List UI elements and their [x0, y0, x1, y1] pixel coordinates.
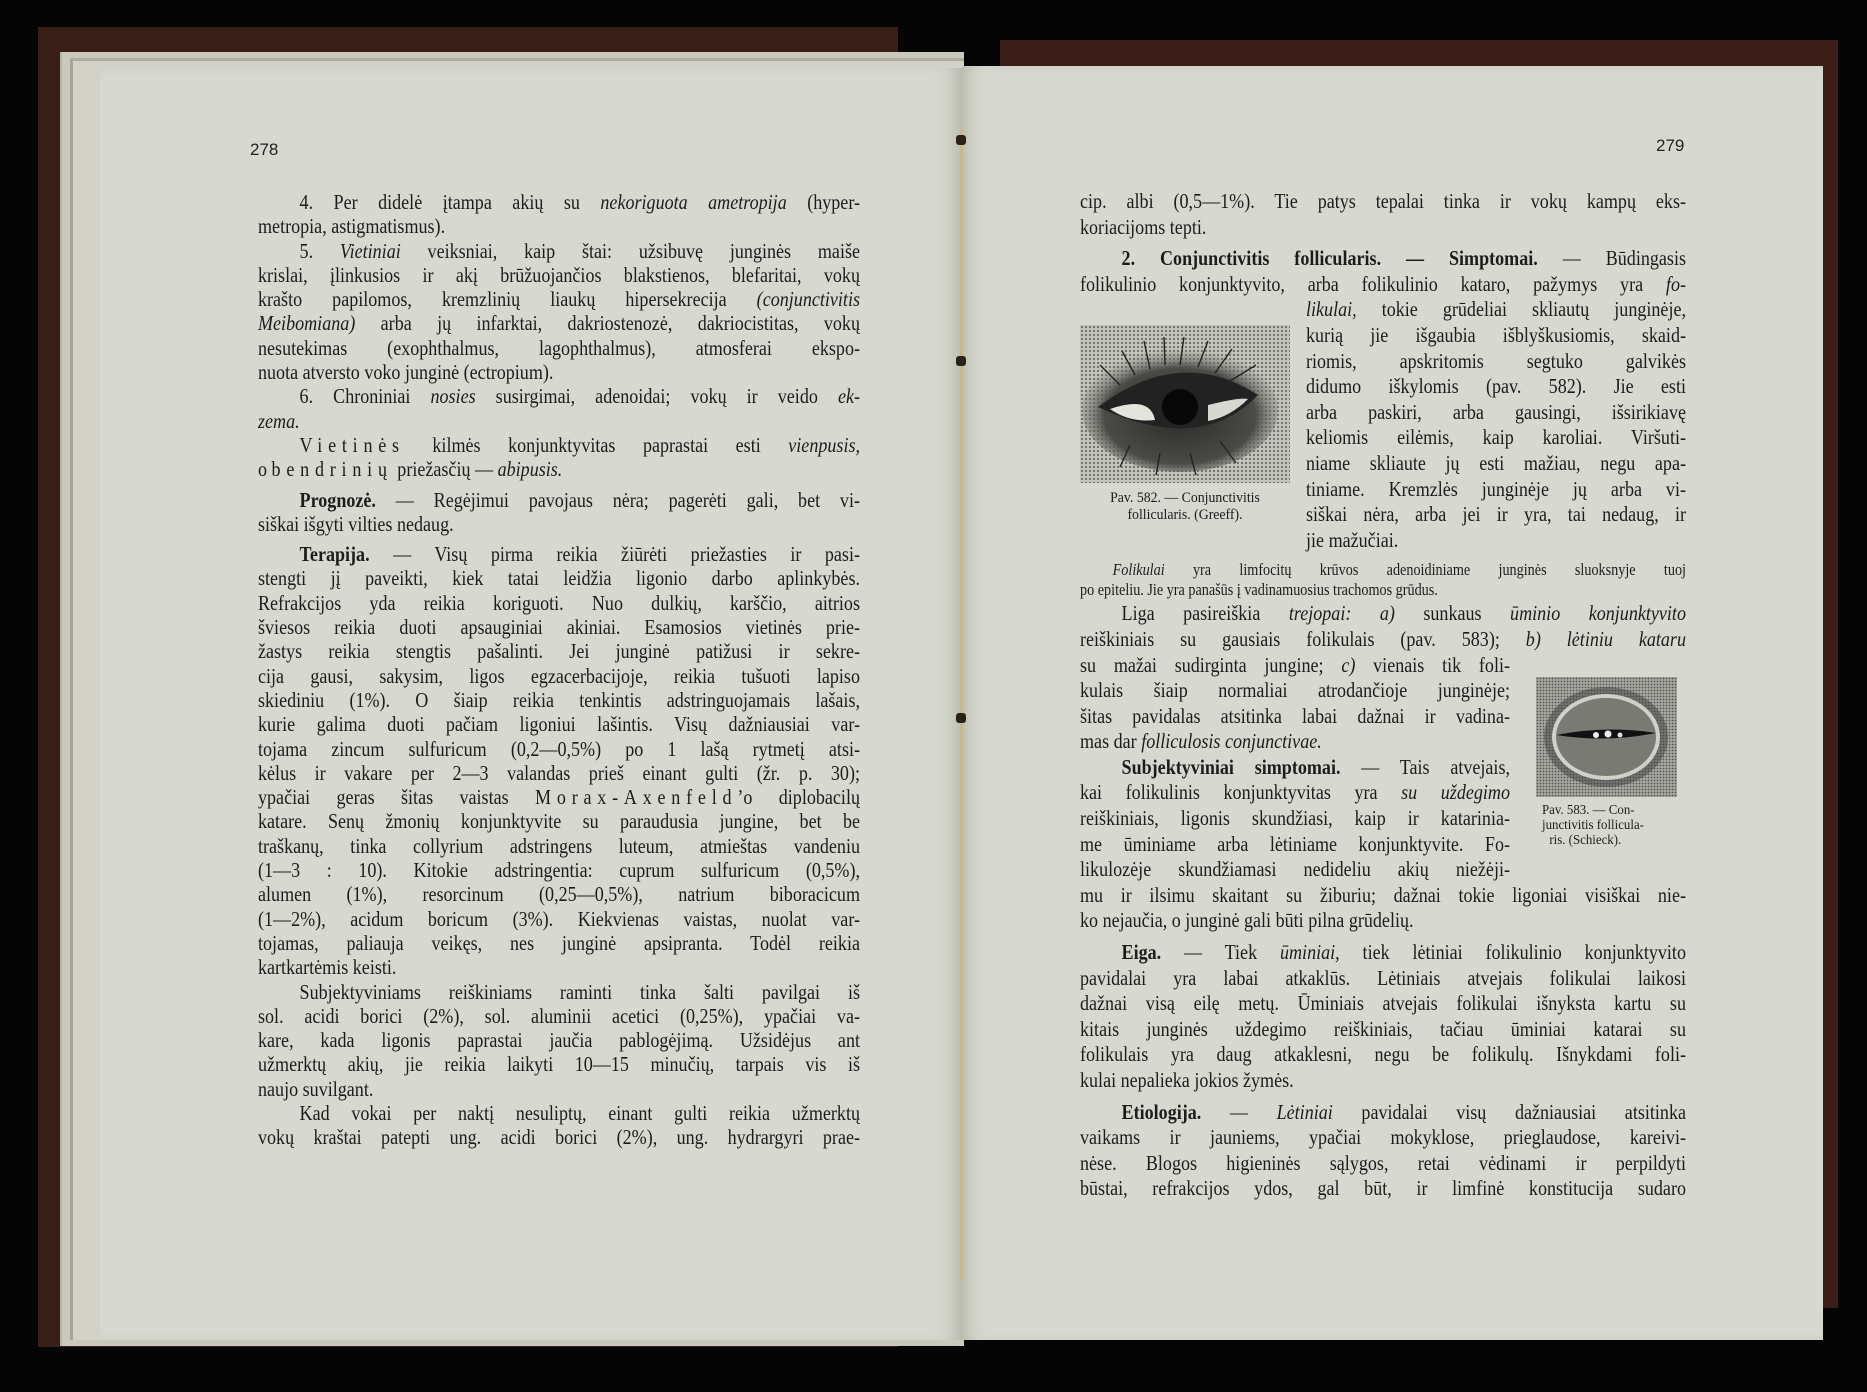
italic-term: Folikulai [1112, 560, 1165, 580]
text-line [258, 384, 860, 409]
text-run: vienais tik foli- [1355, 652, 1510, 677]
text-line [258, 1028, 860, 1053]
paragraph [258, 190, 860, 239]
text-run: me ūminiame arba lėtiniame konjunktyvite. Fo- [1080, 831, 1510, 856]
text-line [1080, 729, 1510, 754]
spaced-term: Morax-Axenfeld [535, 785, 738, 810]
text-run: žastys reikia stengtis pašalinti. Jei junginė patižusi ir sekre- [258, 639, 860, 664]
text-run: po epiteliu. Jie yra panašūs į vadinamuosius trachomos grūdus. [1080, 580, 1438, 600]
text-line [258, 262, 860, 287]
text-line [1080, 1042, 1686, 1067]
figure-583-row [1080, 653, 1686, 883]
text-run: 5. [299, 238, 340, 263]
italic-term: c) [1341, 652, 1356, 677]
text-line [258, 906, 860, 931]
text-run: 4. Per didelė įtampa akių su [299, 190, 601, 214]
text-run: priežasčių — [392, 457, 498, 482]
text-line [258, 930, 860, 955]
text-line [1306, 322, 1686, 347]
text-run: tiniame. Kremzlės junginėje jų arba vi- [1306, 476, 1686, 501]
italic-term: su uždegimo [1401, 780, 1510, 805]
section-heading: Terapija. [299, 542, 370, 567]
text-line [1306, 425, 1686, 450]
figure-582 [1080, 297, 1290, 553]
text-run: niame skliaute jų esti mažiau, negu apa- [1306, 450, 1686, 475]
text-line [1080, 1125, 1686, 1150]
text-run: tojamas, paliauja veikęs, nes junginė apsipranta. Todėl reikia [258, 930, 860, 955]
text-run: keliomis eilėmis, kaip karoliai. Viršuti- [1306, 425, 1686, 450]
italic-term: nekoriguota ametropija [600, 190, 787, 214]
text-run: arba paskiri, arba gausingi, išsirikiavę [1306, 399, 1686, 424]
text-line [258, 311, 860, 336]
text-run: cip. albi (0,5—1%). Tie patys tepalai tinka ir vokų kampų eks- [1080, 189, 1686, 213]
text-run: veiksniai, kaip štai: užsibuvę junginės maiše [400, 238, 861, 263]
text-run: 6. Chroniniai [299, 384, 431, 409]
text-run: krašto papilomos, kremzlinių liaukų hipersekrecija [258, 287, 757, 312]
text-line [1080, 214, 1686, 239]
text-run: kitais junginės uždegimo reiškiniais, tačiau ūminiai katarai su [1080, 1016, 1686, 1041]
text-line [258, 1052, 860, 1077]
text-run: kulais šiaip normaliai atrodančioje junginėje; [1080, 678, 1510, 703]
text-run: alumen (1%), resorcinum (0,25—0,5%), natrium biboracicum [258, 882, 860, 907]
figure-582-caption [1088, 490, 1281, 524]
text-run: Refrakcijos yda reikia koriguoti. Nuo dulkių, karščio, aitrios [258, 590, 860, 615]
italic-term: b) lėtiniu kataru [1525, 626, 1687, 651]
text-line [258, 487, 860, 512]
binding-stitch [956, 713, 966, 723]
text-line [1306, 399, 1686, 424]
text-line [258, 590, 860, 615]
italic-term: fo- [1665, 271, 1686, 296]
text-run: metropia, astigmatismus). [258, 214, 446, 239]
caption-line: ris. (Schieck). [1549, 833, 1622, 849]
text-run: arba jų infarktai, dakriostenozė, dakriocistitas, vokų [355, 311, 860, 336]
italic-term: Meibomiana) [258, 311, 356, 336]
text-run: — Visų pirma reikia žiūrėti priežasties ir pasi- [369, 542, 860, 567]
text-line [1080, 601, 1686, 626]
text-line [258, 687, 860, 712]
text-line [1306, 527, 1686, 552]
text-run: tokie grūdeliai skliautų junginėje, [1356, 297, 1686, 322]
figure-583 [1536, 653, 1686, 883]
caption-line: junctivitis follicula- [1542, 818, 1644, 834]
text-line [1306, 476, 1686, 501]
text-run: siškai išgyti vilties nedaug. [258, 511, 454, 536]
text-line [258, 615, 860, 640]
page-number-right: 279 [1656, 136, 1685, 155]
paragraph [1080, 755, 1510, 883]
text-line [258, 1125, 860, 1150]
small-print-note [1080, 557, 1686, 600]
text-line [1306, 348, 1686, 373]
text-run: ko nejaučia, o junginė gali būti pilna grūdelių. [1080, 908, 1414, 933]
text-run: kėlus ir vakare per 2—3 valandas prieš einant gulti (žr. p. 30); [258, 760, 860, 785]
paragraph [1080, 557, 1686, 600]
paragraph [1080, 940, 1686, 1094]
right-top-text [1080, 189, 1686, 297]
text-run: šitas pavidalas atsitinka labai dažnai ir vadina- [1080, 703, 1510, 728]
text-run: tojama zincum sulfuricum (0,2—0,5%) po 1 lašą rytmetį atsi- [258, 736, 860, 761]
text-line [1080, 806, 1510, 831]
italic-term: zema. [258, 408, 300, 433]
paragraph [1080, 1100, 1686, 1202]
text-run: Subjektyviniams reiškiniams raminti tinka šalti pavilgai iš [299, 979, 861, 1004]
eye-illustration-583 [1536, 677, 1677, 797]
text-line [258, 1100, 861, 1125]
paragraph [1080, 883, 1686, 934]
italic-term: ūminiai, [1279, 940, 1340, 965]
text-line [1306, 450, 1686, 475]
text-run: kurią jie išgaubia išblyškusiomis, skaid- [1306, 322, 1686, 347]
italic-term: vienpusis, [788, 432, 860, 457]
text-line [258, 639, 860, 664]
text-run: stengti jį paveikti, kiek tatai leidžia ligonio darbo aplinkybės. [258, 566, 860, 591]
text-run: šviesos reikia duoti apsauginiai akiniai. Esamosios vietinės prie- [258, 615, 860, 640]
text-line [1080, 882, 1686, 907]
text-line [1080, 857, 1510, 882]
paragraph [258, 1101, 860, 1150]
section-heading: Subjektyviniai simptomai. [1121, 754, 1341, 779]
text-run: reiškiniais, ligonis skundžiasi, kaip ir katarinia- [1080, 806, 1510, 831]
text-run: (hyper- [786, 190, 860, 214]
text-line [258, 955, 860, 980]
italic-term: (conjunctivitis [756, 287, 860, 312]
text-line [1080, 1150, 1686, 1175]
text-line [1306, 374, 1686, 399]
text-line [258, 833, 860, 858]
text-run: Liga pasireiškia [1121, 601, 1289, 626]
text-run: sol. acidi borici (2%), sol. aluminii acetici (0,25%), ypačiai va- [258, 1003, 860, 1028]
text-line [1080, 271, 1686, 296]
italic-term: trejopai: a) [1288, 601, 1395, 626]
text-line [1080, 577, 1686, 600]
paragraph [1306, 297, 1686, 553]
text-run: (1—2%), acidum boricum (3%). Kiekvienas vaistas, nuolat var- [258, 906, 860, 931]
text-run: ’o diplobacilų [737, 785, 860, 810]
text-line [258, 360, 860, 385]
text-line [258, 1076, 860, 1101]
section-heading: Eiga. [1121, 940, 1162, 965]
text-line [258, 566, 860, 591]
text-run: reiškiniais su gausiais folikulais (pav. 583); [1080, 626, 1526, 651]
text-line [258, 542, 860, 567]
text-line [1080, 831, 1510, 856]
italic-term: folliculosis conjunctivae. [1141, 729, 1322, 754]
text-run: kai folikulinis konjunktyvitas yra [1080, 780, 1402, 805]
text-run: tiek lėtiniai folikulinio konjunktyvito [1339, 940, 1686, 965]
text-run: yra limfocitų krūvos adenoidiniame junginės sluoksnyje tuoj [1164, 560, 1686, 580]
paragraph [1080, 246, 1686, 297]
text-run: pavidalai visų dažniausiai atsitinka [1332, 1099, 1687, 1124]
text-line [258, 190, 860, 214]
text-run: kartkartėmis keisti. [258, 955, 397, 980]
paragraph [258, 980, 860, 1101]
text-run: nesutekimas (exophthalmus, lagophthalmus), atmosferai ekspo- [258, 335, 860, 360]
text-run: didumo iškylomis (pav. 582). Jie esti [1306, 374, 1686, 399]
text-run: nėse. Blogos higieninės sąlygos, retai vėdinami ir perpildyti [1080, 1150, 1686, 1175]
text-run: užmerktų akių, jie reikia laikyti 10—15 minučių, tarpais vis iš [258, 1052, 860, 1077]
text-line [1080, 678, 1510, 703]
italic-term: nosies [430, 384, 476, 409]
text-run: cija gausi, sakysim, ligos egzacerbacijoje, reikia tušuoti lapiso [258, 663, 860, 688]
text-run: vaikams ir jauniems, ypačiai mokyklose, prieglaudose, kareivi- [1080, 1125, 1686, 1150]
text-line [1080, 754, 1510, 779]
text-line [258, 882, 860, 907]
text-run: siškai nėra, arba jei ir yra, tai nedaug, ir [1306, 502, 1686, 527]
text-line [258, 432, 860, 457]
text-line [1080, 1016, 1686, 1041]
spaced-term: bendrinių [271, 457, 393, 482]
text-run: pavidalai yra labai atkaklūs. Lėtiniais atvejais folikulai laikosi [1080, 965, 1686, 990]
paragraph [258, 384, 860, 433]
text-run: kare, kada ligonis paprastai jaučia pablogėjimą. Užsidėjus ant [258, 1028, 860, 1053]
text-line [258, 238, 861, 263]
text-line [258, 214, 860, 239]
text-line [258, 511, 860, 536]
caption-line: Pav. 582. — Conjunctivitis [1110, 489, 1260, 506]
text-line [1080, 246, 1686, 271]
text-beside-figure-582 [1306, 297, 1686, 553]
italic-term: likulai, [1306, 297, 1357, 322]
text-run: — Tiek [1161, 940, 1280, 965]
text-line [258, 785, 860, 810]
text-run: (1—3 : 10). Kitokie adstringentia: cuprum sulfuricum (0,5%), [258, 858, 860, 883]
text-line [258, 979, 861, 1004]
text-run: kurie galima duoti pačiam ligoniui lašintis. Visų dažniausiai var- [258, 712, 860, 737]
text-run: jie mažučiai. [1306, 527, 1399, 552]
text-run: ypačiai geras šitas vaistas [258, 785, 536, 810]
text-run: likulozėje skundžiamasi nedideliu akių niežėji- [1080, 857, 1510, 882]
text-line [258, 736, 860, 761]
paragraph [258, 488, 860, 537]
text-run: folikulais yra daug atkaklesni, negu be folikulų. Išnykdami foli- [1080, 1042, 1686, 1067]
italic-term: ek- [837, 384, 860, 409]
paragraph [258, 433, 860, 482]
caption-line: follicularis. (Greeff). [1127, 506, 1243, 523]
text-line [1080, 780, 1510, 805]
text-run: skiediniu (1%). O šiaip reikia tenkintis adstringuojamais lašais, [258, 687, 860, 712]
text-line [258, 858, 860, 883]
text-line [258, 1003, 860, 1028]
binding-stitch [956, 135, 966, 145]
section-heading: 2. Conjunctivitis follicularis. — Simptomai. [1121, 246, 1538, 271]
text-line [1080, 991, 1686, 1016]
text-run: susirgimai, adenoidai; vokų ir veido [475, 384, 838, 409]
binding-stitch [956, 356, 966, 366]
binding-thread [960, 130, 963, 1280]
text-run: — Būdingasis [1537, 246, 1686, 271]
section-heading: Prognozė. [299, 487, 376, 512]
italic-term: ūminio konjunktyvito [1510, 601, 1686, 626]
italic-term: Lėtiniai [1276, 1099, 1333, 1124]
right-middle-text [1080, 601, 1686, 652]
text-run: kulai nepalieka jokios žymės. [1080, 1068, 1294, 1092]
text-run: riomis, apskritomis segtuko galvikės [1306, 348, 1686, 373]
text-line [1080, 908, 1686, 933]
text-run: mas dar [1080, 729, 1142, 754]
figure-583-caption [1542, 803, 1680, 848]
text-line [258, 809, 860, 834]
paragraph [1080, 601, 1686, 652]
text-run: su mažai sudirginta jungine; [1080, 652, 1342, 677]
text-run: būstai, refrakcijos ydos, gal būt, ir limfinė konstitucija sudaro [1080, 1176, 1686, 1201]
right-page-text [1080, 189, 1686, 1202]
eye-illustration-582 [1080, 325, 1290, 483]
text-line [258, 287, 860, 312]
figure-582-row [1080, 297, 1686, 553]
text-run: vokų kraštai patepti ung. acidi borici (2%), ung. hydrargyri prae- [258, 1125, 860, 1150]
text-run: — Regėjimui pavojaus nėra; pagerėti gali, bet vi- [375, 487, 860, 512]
paragraph [258, 542, 860, 979]
text-line [1080, 940, 1686, 965]
italic-term: Vietiniai [339, 238, 401, 263]
text-run: naujo suvilgant. [258, 1076, 374, 1101]
text-beside-figure-583 [1080, 653, 1510, 883]
paragraph [1080, 653, 1510, 755]
text-run: krislai, įlinkusios ir akį brūžuojančios blakstienos, blefaritai, vokų [258, 262, 860, 287]
text-line [1306, 502, 1686, 527]
text-run: Kad vokai per naktį nesuliptų, einant gulti reikia užmerktų [299, 1100, 861, 1125]
text-line [1306, 297, 1686, 322]
text-run: kilmės konjunktyvitas paprastai esti [404, 432, 789, 457]
caption-line: Pav. 583. — Con- [1542, 803, 1635, 819]
text-line [1080, 1176, 1686, 1201]
text-line [1080, 1099, 1687, 1124]
text-run: — [1201, 1099, 1277, 1124]
text-line [258, 457, 860, 482]
text-run: traškanų, tinka collyrium adstringens luteum, atmieštas vandeniu [258, 833, 860, 858]
text-run: katare. Senų žmonių konjunktyvite su paraudusia jungine, bet be [258, 809, 860, 834]
paragraph [1080, 189, 1686, 240]
page-number-left: 278 [250, 140, 279, 159]
text-line [1080, 652, 1510, 677]
spaced-term: Vietinės [299, 432, 405, 457]
text-line [258, 335, 860, 360]
text-run: dažnai visą eilę metų. Ūminiais atvejais folikulai išnyksta kartu su [1080, 991, 1686, 1016]
text-line [258, 408, 860, 433]
text-run: mu ir ilsimu skaitant su žiburiu; dažnai tokie ligoniai visiškai nie- [1080, 882, 1686, 907]
text-line [1080, 703, 1510, 728]
text-run: koriacijoms tepti. [1080, 214, 1207, 239]
text-line [1080, 1068, 1686, 1092]
text-run: nuota atversto voko junginė (ectropium). [258, 360, 554, 385]
text-line [1080, 557, 1686, 580]
text-run: — Tais atvejais, [1340, 754, 1510, 779]
text-line [1080, 965, 1686, 990]
text-run: folikulinio konjunktyvito, arba folikulinio kataro, pažymys yra [1080, 271, 1666, 296]
text-line [258, 663, 860, 688]
text-line [258, 712, 860, 737]
right-bottom-text [1080, 883, 1686, 1202]
text-line [1080, 626, 1687, 651]
text-line [1080, 189, 1686, 213]
italic-term: abipusis. [497, 457, 563, 482]
paragraph [258, 239, 860, 385]
text-run: o [258, 457, 272, 482]
section-heading: Etiologija. [1121, 1099, 1202, 1124]
text-run: sunkaus [1394, 601, 1511, 626]
left-page-text [258, 190, 860, 1150]
text-line [258, 760, 860, 785]
